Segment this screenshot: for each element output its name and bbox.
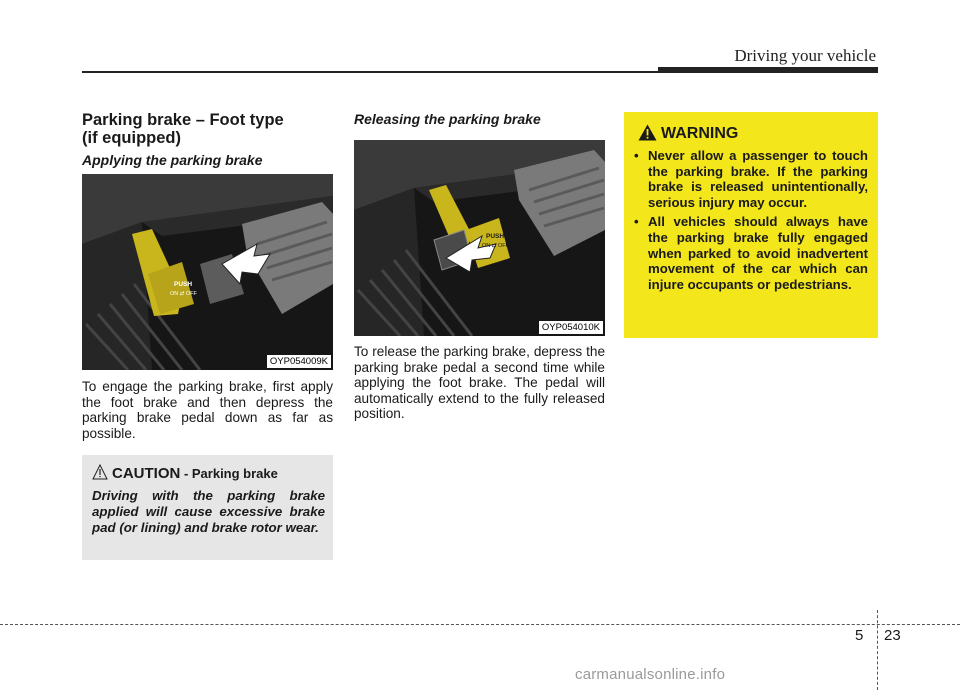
pedal-illustration-releasing [354, 140, 605, 336]
warning-box [624, 112, 878, 338]
pedal-label-push: PUSH [174, 281, 193, 288]
image-code-releasing: OYP054010K [539, 321, 603, 334]
image-code-applying: OYP054009K [267, 355, 331, 368]
footer-divider [877, 610, 878, 690]
watermark: carmanualsonline.info [575, 666, 726, 683]
applying-heading: Applying the parking brake [82, 152, 263, 168]
section-title-line1: Parking brake – Foot type [82, 111, 284, 129]
section-title [82, 111, 334, 147]
chapter-number: 5 [855, 627, 864, 644]
releasing-photo [354, 140, 605, 336]
header-rule-thick [658, 67, 878, 73]
pedal-label-push-2: PUSH [486, 233, 505, 240]
pedal-label-onoff: ON ⇄ OFF [170, 291, 197, 297]
releasing-text: To release the parking brake, depress the parking brake pedal a second time while applying the foot brake. The pedal will automatically extend to the fully released position. [354, 344, 605, 422]
header-rule-thin [82, 71, 660, 73]
warning-heading: WARNING [661, 125, 739, 142]
page-number: 23 [884, 627, 901, 644]
warning-list [634, 148, 868, 296]
warning-item-text: Never allow a passenger to touch the parking brake. If the parking brake is released unintentionally, serious injury may occur. [648, 148, 868, 210]
warning-item: • Never allow a passenger to touch the parking brake. If the parking brake is released unintentionally, serious injury may occur. [634, 148, 868, 210]
applying-text: To engage the parking brake, first apply the foot brake and then depress the parking brake pedal down as far as possible. [82, 379, 333, 441]
warning-item-text: All vehicles should always have the parking brake fully engaged when parked to avoid inadvertent movement of the car which can injure occupants or pedestrians. [648, 214, 868, 292]
footer-rule [0, 624, 960, 625]
running-header: Driving your vehicle [734, 46, 876, 65]
caution-label: CAUTION [112, 465, 181, 482]
caution-text: Driving with the parking brake applied will cause excessive brake pad (or lining) and brake rotor wear. [92, 488, 325, 535]
caution-box [82, 455, 333, 560]
caution-heading [112, 465, 278, 482]
warning-item: • All vehicles should always have the parking brake fully engaged when parked to avoid inadvertent movement of the car which can injure occupants or pedestrians. [634, 214, 868, 292]
caution-triangle-icon [92, 464, 108, 480]
warning-triangle-icon [638, 124, 657, 141]
section-title-line2: (if equipped) [82, 129, 181, 147]
releasing-heading: Releasing the parking brake [354, 111, 541, 127]
caution-subject: - Parking brake [180, 466, 278, 481]
pedal-label-onoff-2: ON ⇄ OFF [482, 243, 509, 249]
pedal-illustration-applying [82, 174, 333, 370]
applying-photo [82, 174, 333, 370]
